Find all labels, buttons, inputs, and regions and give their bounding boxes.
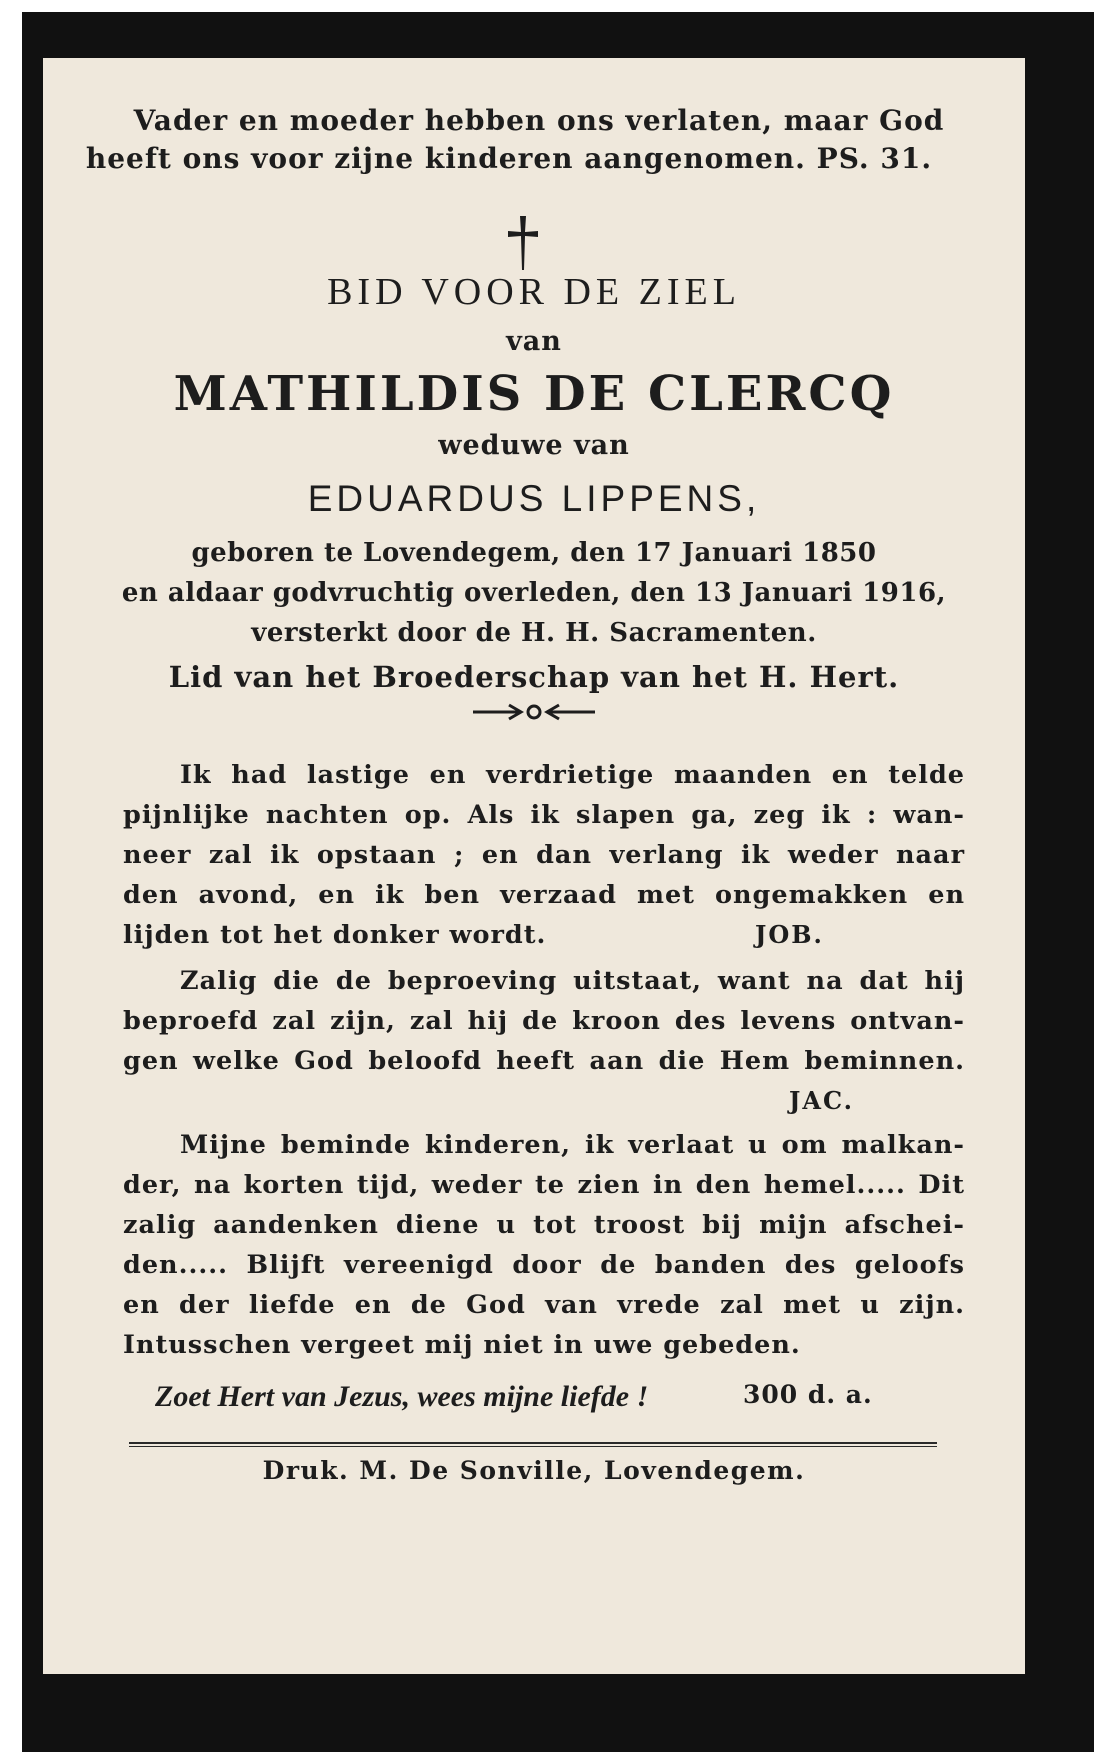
job-line: Ik had lastige en verdrietige maanden en telde xyxy=(180,760,965,790)
jac-line: gen welke God beloofd heeft aan die Hem beminnen. xyxy=(123,1046,965,1076)
jac-source: JAC. xyxy=(789,1086,855,1115)
memorial-card xyxy=(43,58,1025,1674)
farewell-line: der, na korten tijd, weder te zien in den hemel..... Dit xyxy=(123,1170,965,1200)
divider-rule xyxy=(129,1442,937,1444)
ornament-divider-icon xyxy=(469,700,599,724)
death-line: en aldaar godvruchtig overleden, den 13 Januari 1916, xyxy=(121,578,947,608)
farewell-line: en der liefde en de God van vrede zal met u zijn. xyxy=(123,1290,965,1320)
sacraments-line: versterkt door de H. H. Sacramenten. xyxy=(251,618,817,648)
widow-of-label: weduwe van xyxy=(438,430,630,461)
farewell-line: Intusschen vergeet mij niet in uwe gebeden. xyxy=(123,1330,801,1360)
job-line: den avond, en ik ben verzaad met ongemakken en xyxy=(123,880,965,910)
job-source: JOB. xyxy=(755,920,824,949)
printer-imprint: Druk. M. De Sonville, Lovendegem. xyxy=(262,1456,806,1485)
job-line: pijnlijke nachten op. Als ik slapen ga, zeg ik : wan- xyxy=(123,800,965,830)
husband-name: EDUARDUS LIPPENS, xyxy=(307,478,761,519)
epigraph-line-1: Vader en moeder hebben ons verlaten, maar God xyxy=(133,104,945,137)
farewell-line: Mijne beminde kinderen, ik verlaat u om malkan- xyxy=(180,1130,965,1160)
deceased-name: MATHILDIS DE CLERCQ xyxy=(173,366,895,422)
van-label: van xyxy=(506,326,562,357)
indulgence-note: 300 d. a. xyxy=(743,1380,873,1409)
brotherhood-line: Lid van het Broederschap van het H. Hert. xyxy=(168,660,900,694)
farewell-line: zalig aandenken diene u tot troost bij mijn afschei- xyxy=(123,1210,965,1240)
cross-icon xyxy=(505,214,541,274)
job-line: lijden tot het donker wordt. xyxy=(123,920,547,950)
job-line: neer zal ik opstaan ; en dan verlang ik weder naar xyxy=(123,840,965,870)
epigraph-line-2: heeft ons voor zijne kinderen aangenomen. PS. 31. xyxy=(85,142,933,175)
pray-heading: BID VOOR DE ZIEL xyxy=(327,271,741,313)
birth-line: geboren te Lovendegem, den 17 Januari 1850 xyxy=(191,538,877,568)
jac-line: Zalig die de beproeving uitstaat, want na dat hij xyxy=(180,966,965,996)
farewell-line: den..... Blijft vereenigd door de banden des geloofs xyxy=(123,1250,965,1280)
prayer-line: Zoet Hert van Jezus, wees mijne liefde ! xyxy=(155,1380,649,1413)
jac-line: beproefd zal zijn, zal hij de kroon des levens ontvan- xyxy=(123,1006,965,1036)
divider-rule-thin xyxy=(129,1446,937,1447)
